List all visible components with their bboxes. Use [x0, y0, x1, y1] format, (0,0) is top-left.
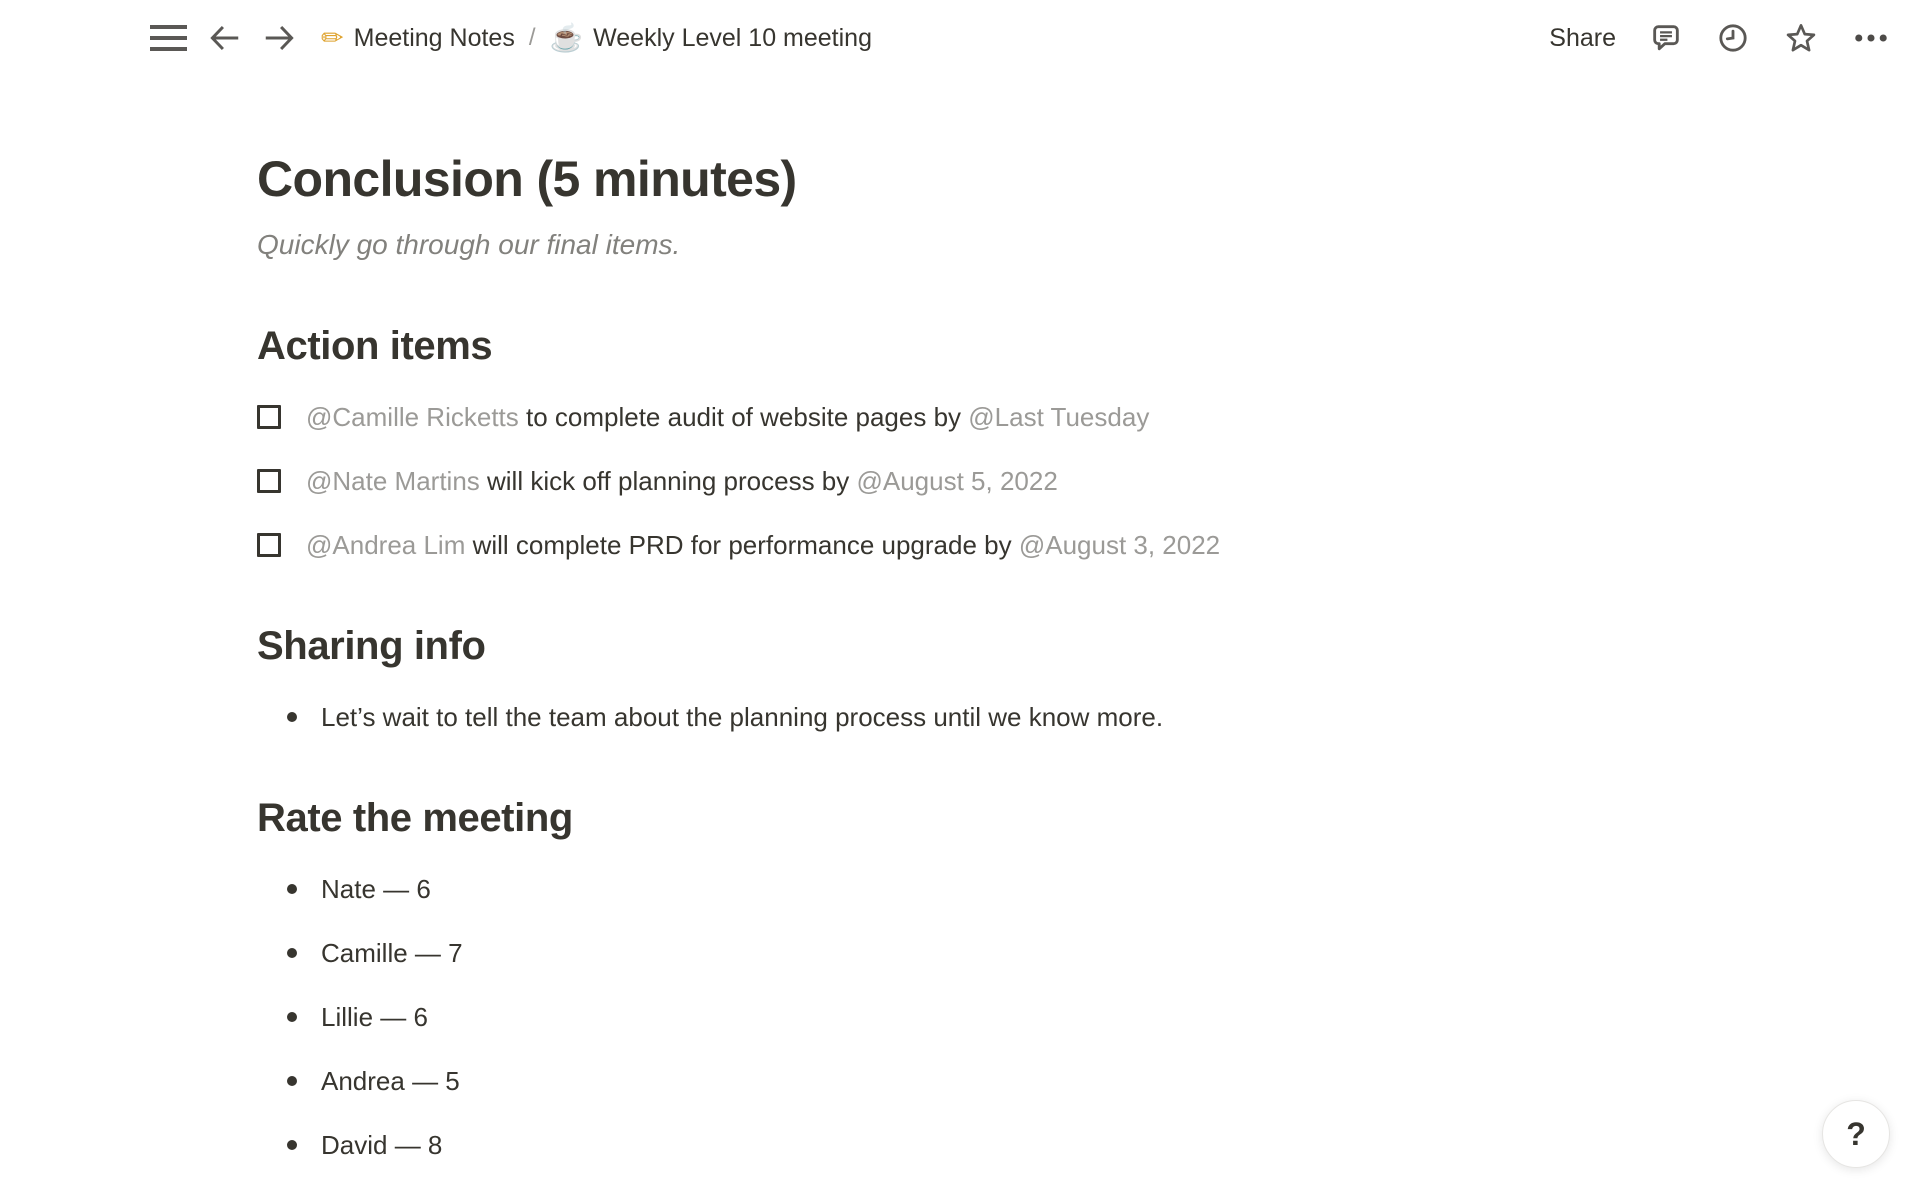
todo-item [257, 525, 1500, 565]
coffee-icon: ☕ [549, 22, 584, 53]
breadcrumb-current[interactable] [550, 24, 872, 53]
mention-person[interactable]: @Andrea Lim [306, 530, 466, 560]
todo-item [257, 461, 1500, 501]
comments-button[interactable] [1649, 21, 1683, 55]
more-options-button[interactable] [1852, 21, 1890, 55]
mention-date[interactable]: @August 5, 2022 [856, 466, 1058, 496]
todo-checkbox[interactable] [257, 469, 281, 493]
bullet-icon [287, 1076, 297, 1086]
todo-text-body: to complete audit of website pages by [518, 402, 969, 432]
topbar-left [150, 19, 872, 57]
comment-bubble-icon [1649, 21, 1683, 55]
help-button[interactable]: ? [1822, 1100, 1890, 1168]
arrow-right-icon [263, 21, 297, 55]
bullet-icon [287, 948, 297, 958]
clock-icon [1716, 21, 1750, 55]
hamburger-icon [150, 25, 187, 51]
list-item [257, 1125, 1500, 1165]
list-item-text[interactable]: Let’s wait to tell the team about the planning process until we know more. [321, 702, 1164, 732]
todo-text-body: will kick off planning process by [479, 466, 857, 496]
mention-person[interactable]: @Nate Martins [306, 466, 480, 496]
topbar [0, 0, 1920, 76]
page-content [0, 76, 1500, 1165]
list-item-text[interactable]: Camille — 7 [321, 938, 463, 968]
page-title[interactable]: Conclusion (5 minutes) [257, 151, 797, 207]
list-item [257, 697, 1500, 737]
history-button[interactable] [1716, 21, 1750, 55]
mention-date[interactable]: @Last Tuesday [968, 402, 1150, 432]
todo-text[interactable] [306, 397, 1149, 437]
todo-text[interactable] [306, 461, 1058, 501]
bullet-icon [287, 1140, 297, 1150]
section-heading-sharing-info[interactable]: Sharing info [257, 624, 486, 668]
todo-checkbox[interactable] [257, 405, 281, 429]
list-item [257, 997, 1500, 1037]
list-item-text[interactable]: David — 8 [321, 1130, 443, 1160]
page-subtitle[interactable]: Quickly go through our final items. [257, 229, 681, 260]
breadcrumb-current-label: Weekly Level 10 meeting [593, 23, 872, 52]
breadcrumb-parent-label: Meeting Notes [353, 23, 515, 52]
section-heading-action-items[interactable]: Action items [257, 324, 493, 368]
list-item-text[interactable]: Nate — 6 [321, 874, 431, 904]
sidebar-menu-button[interactable] [150, 25, 187, 51]
breadcrumb-parent[interactable] [321, 24, 515, 53]
breadcrumb [321, 24, 872, 53]
bullet-icon [287, 884, 297, 894]
todo-text[interactable] [306, 525, 1220, 565]
forward-button[interactable] [261, 19, 299, 57]
list-item [257, 869, 1500, 909]
mention-date[interactable]: @August 3, 2022 [1018, 530, 1221, 560]
arrow-left-icon [207, 21, 241, 55]
list-item-text[interactable]: Andrea — 5 [321, 1066, 460, 1096]
todo-checkbox[interactable] [257, 533, 281, 557]
back-button[interactable] [205, 19, 243, 57]
favorite-button[interactable] [1783, 20, 1819, 56]
ellipsis-icon [1852, 21, 1890, 55]
section-heading-rate-meeting[interactable]: Rate the meeting [257, 796, 573, 840]
topbar-right [1549, 20, 1890, 56]
bullet-icon [287, 712, 297, 722]
list-item [257, 1061, 1500, 1101]
mention-person[interactable]: @Camille Ricketts [306, 402, 519, 432]
list-item-text[interactable]: Lillie — 6 [321, 1002, 428, 1032]
share-button[interactable]: Share [1549, 23, 1616, 52]
todo-text-body: will complete PRD for performance upgrade by [465, 530, 1019, 560]
breadcrumb-separator: / [528, 24, 536, 51]
list-item [257, 933, 1500, 973]
todo-item [257, 397, 1500, 437]
star-icon [1783, 20, 1819, 56]
pencil-icon: ✏ [321, 22, 344, 53]
bullet-icon [287, 1012, 297, 1022]
